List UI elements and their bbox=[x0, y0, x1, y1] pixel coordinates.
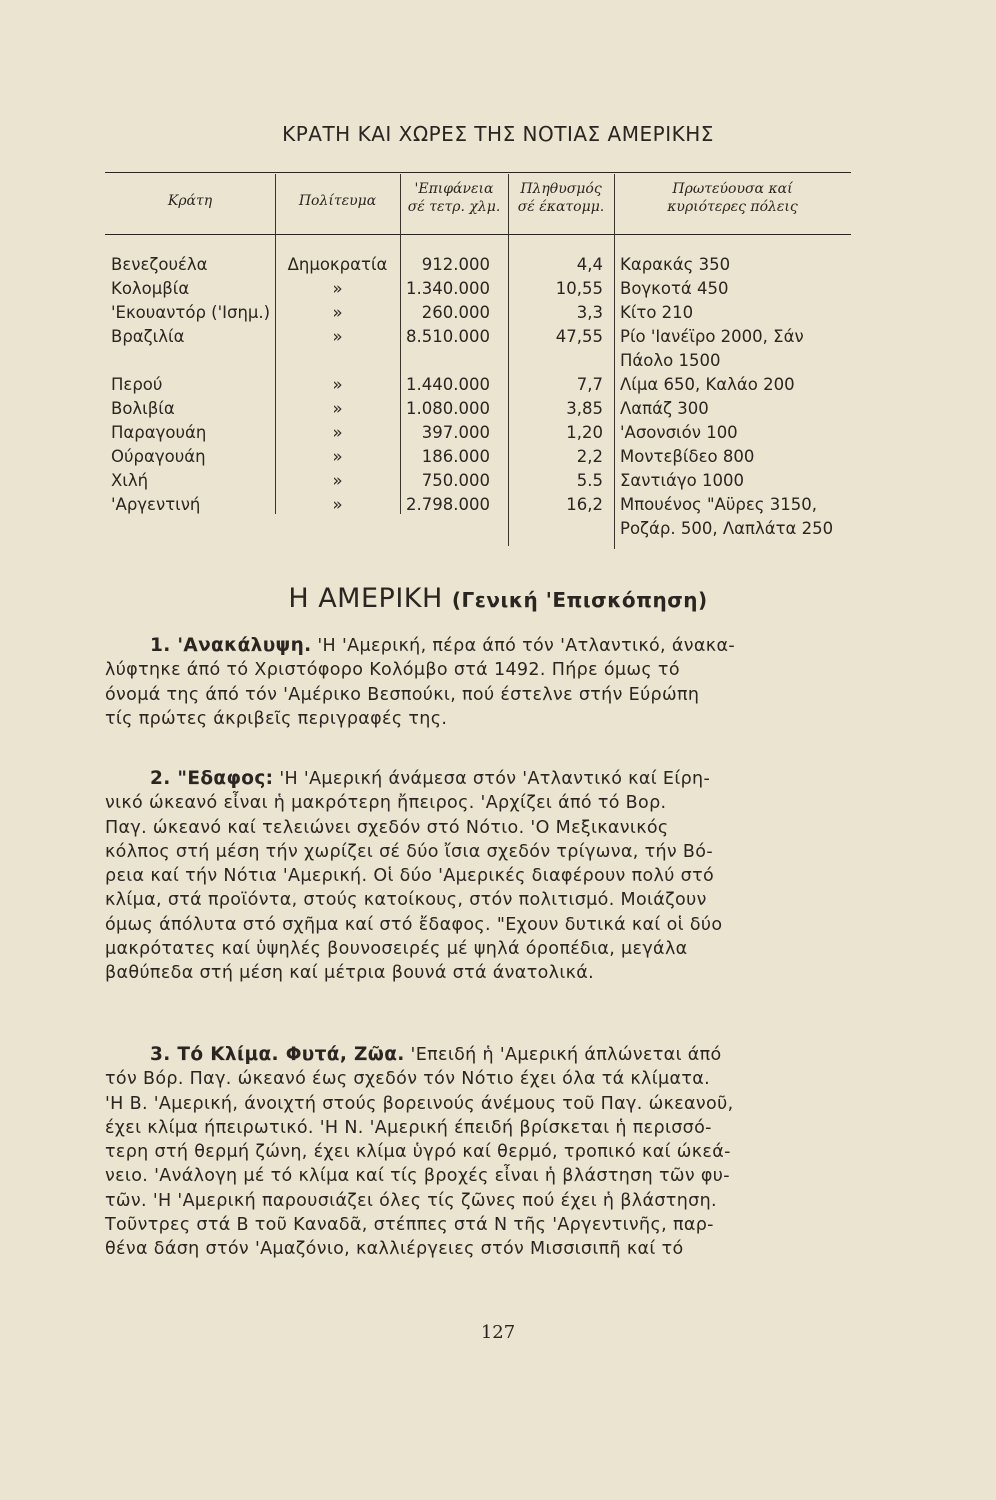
paragraph-heading: 1. 'Ανακάλυψη. bbox=[150, 635, 312, 656]
cell-area: 1.340.000 bbox=[406, 279, 490, 298]
section-heading bbox=[0, 583, 996, 614]
cell-population: 10,55 bbox=[555, 279, 603, 298]
cell-area: 1.440.000 bbox=[406, 375, 490, 394]
cell-regime: » bbox=[332, 303, 343, 322]
cell-cities-continued: Πάολο 1500 bbox=[620, 351, 721, 370]
cell-cities: Ρίο 'Ιανέϊρο 2000, Σάν bbox=[620, 327, 804, 346]
cell-cities: Μπουένος "Αϋρες 3150, bbox=[620, 495, 817, 514]
cell-population: 2,2 bbox=[576, 447, 603, 466]
paragraph-line: έχει κλίμα ήπειρωτικό. 'Η Ν. 'Αμερική έπειδή βρίσκεται ἡ περισσό- bbox=[105, 1117, 712, 1138]
cell-area: 1.080.000 bbox=[406, 399, 490, 418]
paragraph-heading: 2. "Εδαφος: bbox=[150, 768, 274, 789]
paragraph-line: βαθύπεδα στή μέση καί μέτρια βουνά στά άνατολικά. bbox=[105, 963, 595, 984]
cell-area: 2.798.000 bbox=[406, 495, 490, 514]
cell-regime: » bbox=[332, 279, 343, 298]
paragraph-line: 'Η Β. 'Αμερική, άνοιχτή στούς βορεινούς άνέμους τοῦ Παγ. ώκεανοῦ, bbox=[105, 1093, 734, 1114]
page-number: 127 bbox=[480, 1322, 516, 1343]
cell-population: 47,55 bbox=[555, 327, 603, 346]
section-subtitle: (Γενική 'Επισκόπηση) bbox=[451, 588, 708, 612]
table-row bbox=[105, 399, 851, 423]
cell-regime: » bbox=[332, 327, 343, 346]
cell-cities: Λαπάζ 300 bbox=[620, 399, 709, 418]
header-cities-line1: Πρωτεύουσα καί bbox=[672, 181, 793, 197]
cell-population: 7,7 bbox=[576, 375, 603, 394]
cell-regime: Δημοκρατία bbox=[287, 255, 388, 274]
cell-state: Περού bbox=[111, 375, 163, 394]
paragraph-terrain bbox=[105, 767, 851, 986]
paragraph-line: λύφτηκε άπό τό Χριστόφορο Κολόμβο στά 1492. Πήρε όμως τό bbox=[105, 660, 680, 681]
cell-state: 'Εκουαντόρ ('Ισημ.) bbox=[111, 303, 271, 322]
cell-state: Βραζιλία bbox=[111, 327, 185, 346]
header-cities-line2: κυριότερες πόλεις bbox=[667, 199, 798, 215]
table-row bbox=[105, 303, 851, 327]
header-population-line1: Πληθυσμός bbox=[520, 181, 602, 197]
cell-regime: » bbox=[332, 375, 343, 394]
cell-cities: Κίτο 210 bbox=[620, 303, 694, 322]
paragraph-heading: 3. Τό Κλίμα. Φυτά, Ζῶα. bbox=[150, 1044, 405, 1065]
cell-regime: » bbox=[332, 423, 343, 442]
header-cities bbox=[614, 180, 851, 216]
paragraph-text: 'Η 'Αμερική άνάμεσα στόν 'Ατλαντικό καί Είρη- bbox=[273, 769, 711, 789]
cell-cities: Μοντεβίδεο 800 bbox=[620, 447, 755, 466]
paragraph-line: Παγ. ώκεανό καί τελειώνει σχεδόν στό Νότιο. 'Ο Μεξικανικός bbox=[105, 817, 669, 838]
cell-population: 5.5 bbox=[576, 471, 603, 490]
table-row bbox=[105, 255, 851, 279]
paragraph-line: Τοῦντρες στά Β τοῦ Καναδᾶ, στέππες στά Ν τῆς 'Αργεντινῆς, παρ- bbox=[105, 1215, 714, 1236]
cell-population: 3,85 bbox=[566, 399, 603, 418]
paragraph-text: 'Επειδή ἡ 'Αμερική άπλώνεται άπό bbox=[404, 1045, 722, 1065]
page-title: ΚΡΑΤΗ ΚΑΙ ΧΩΡΕΣ ΤΗΣ ΝΟΤΙΑΣ ΑΜΕΡΙΚΗΣ bbox=[282, 122, 714, 146]
table-row bbox=[105, 447, 851, 471]
cell-area: 750.000 bbox=[421, 471, 490, 490]
paragraph-line: τόν Βόρ. Παγ. ώκεανό έως σχεδόν τόν Νότιο έχει όλα τά κλίματα. bbox=[105, 1069, 711, 1090]
section-title: Η ΑΜΕΡΙΚΗ bbox=[288, 583, 443, 614]
cell-cities: Βογκοτά 450 bbox=[620, 279, 729, 298]
header-regime: Πολίτευμα bbox=[298, 193, 377, 209]
cell-regime: » bbox=[332, 495, 343, 514]
paragraph-line: τερη στή θερμή ζώνη, έχει κλίμα ὑγρό καί θερμό, τροπικό καί ώκεά- bbox=[105, 1142, 731, 1163]
paragraph-line: όνομά της άπό τόν 'Αμέρικο Βεσπούκι, πού έστελνε στήν Εύρώπη bbox=[105, 684, 700, 705]
header-area-line2: σέ τετρ. χλμ. bbox=[407, 199, 501, 215]
table-row bbox=[105, 423, 851, 447]
paragraph-line: κλίμα, στά προϊόντα, στούς κατοίκους, στόν πολιτισμό. Μοιάζουν bbox=[105, 890, 707, 911]
paragraph-line: μακρότατες καί ὑψηλές βουνοσειρές μέ ψηλά όροπέδια, μεγάλα bbox=[105, 939, 688, 960]
cell-area: 397.000 bbox=[421, 423, 490, 442]
header-population bbox=[508, 180, 614, 216]
paragraph-line bbox=[105, 634, 851, 658]
paragraph-line: τίς πρώτες άκριβεῖς περιγραφές της. bbox=[105, 708, 448, 729]
cell-state: Παραγουάη bbox=[111, 423, 207, 442]
cell-population: 4,4 bbox=[576, 255, 603, 274]
cell-state: Ούραγουάη bbox=[111, 447, 206, 466]
cell-state: Βενεζουέλα bbox=[111, 255, 208, 274]
cell-cities: Σαντιάγο 1000 bbox=[620, 471, 745, 490]
cell-state: Κολομβία bbox=[111, 279, 190, 298]
cell-area: 8.510.000 bbox=[406, 327, 490, 346]
paragraph-line bbox=[105, 767, 851, 791]
table-header-rule bbox=[105, 234, 851, 235]
paragraph-line: θένα δάση στόν 'Αμαζόνιο, καλλιέργειες στόν Μισσισιπῆ καί τό bbox=[105, 1239, 684, 1260]
cell-cities-continued: Ροζάρ. 500, Λαπλάτα 250 bbox=[620, 519, 834, 538]
cell-cities: Λίμα 650, Καλάο 200 bbox=[620, 375, 795, 394]
paragraph-text: 'Η 'Αμερική, πέρα άπό τόν 'Ατλαντικό, άνακα- bbox=[311, 636, 735, 656]
cell-state: Χιλή bbox=[111, 471, 149, 490]
paragraph-line: ρεια καί τήν Νότια 'Αμερική. Οἱ δύο 'Αμερικές διαφέρουν πολύ στό bbox=[105, 866, 715, 887]
table-row bbox=[105, 471, 851, 495]
header-area bbox=[400, 180, 508, 216]
cell-area: 260.000 bbox=[421, 303, 490, 322]
cell-population: 16,2 bbox=[566, 495, 603, 514]
cell-state: 'Αργεντινή bbox=[111, 495, 201, 514]
paragraph-line bbox=[105, 1043, 851, 1067]
cell-regime: » bbox=[332, 447, 343, 466]
paragraph-discovery bbox=[105, 634, 851, 731]
paragraph-line: κόλπος στή μέση τήν χωρίζει σέ δύο ἴσια σχεδόν τρίγωνα, τήν Βό- bbox=[105, 841, 714, 862]
cell-population: 3,3 bbox=[576, 303, 603, 322]
paragraph-line: όμως άπόλυτα στό σχῆμα καί στό ἔδαφος. "Εχουν δυτικά καί οἱ δύο bbox=[105, 914, 723, 935]
table-row bbox=[105, 279, 851, 303]
cell-cities: Καρακάς 350 bbox=[620, 255, 731, 274]
table-row bbox=[105, 375, 851, 399]
paragraph-line: τῶν. 'Η 'Αμερική παρουσιάζει όλες τίς ζῶνες πού έχει ἡ βλάστηση. bbox=[105, 1190, 717, 1211]
cell-population: 1,20 bbox=[566, 423, 603, 442]
cell-cities: 'Ασονσιόν 100 bbox=[620, 423, 738, 442]
table-row bbox=[105, 495, 851, 543]
header-population-line2: σέ έκατομμ. bbox=[517, 199, 605, 215]
table-row bbox=[105, 327, 851, 375]
header-area-line1: 'Επιφάνεια bbox=[414, 181, 494, 197]
paragraph-line: νικό ώκεανό εἶναι ἡ μακρότερη ἤπειρος. 'Αρχίζει άπό τό Βορ. bbox=[105, 793, 667, 814]
cell-area: 912.000 bbox=[421, 255, 490, 274]
cell-state: Βολιβία bbox=[111, 399, 175, 418]
paragraph-climate bbox=[105, 1043, 851, 1262]
table-top-rule bbox=[105, 172, 851, 173]
cell-area: 186.000 bbox=[421, 447, 490, 466]
cell-regime: » bbox=[332, 471, 343, 490]
cell-regime: » bbox=[332, 399, 343, 418]
paragraph-line: νειο. 'Ανάλογη μέ τό κλίμα καί τίς βροχές εἶναι ἡ βλάστηση τῶν φυ- bbox=[105, 1166, 730, 1187]
header-state: Κράτη bbox=[167, 193, 213, 209]
